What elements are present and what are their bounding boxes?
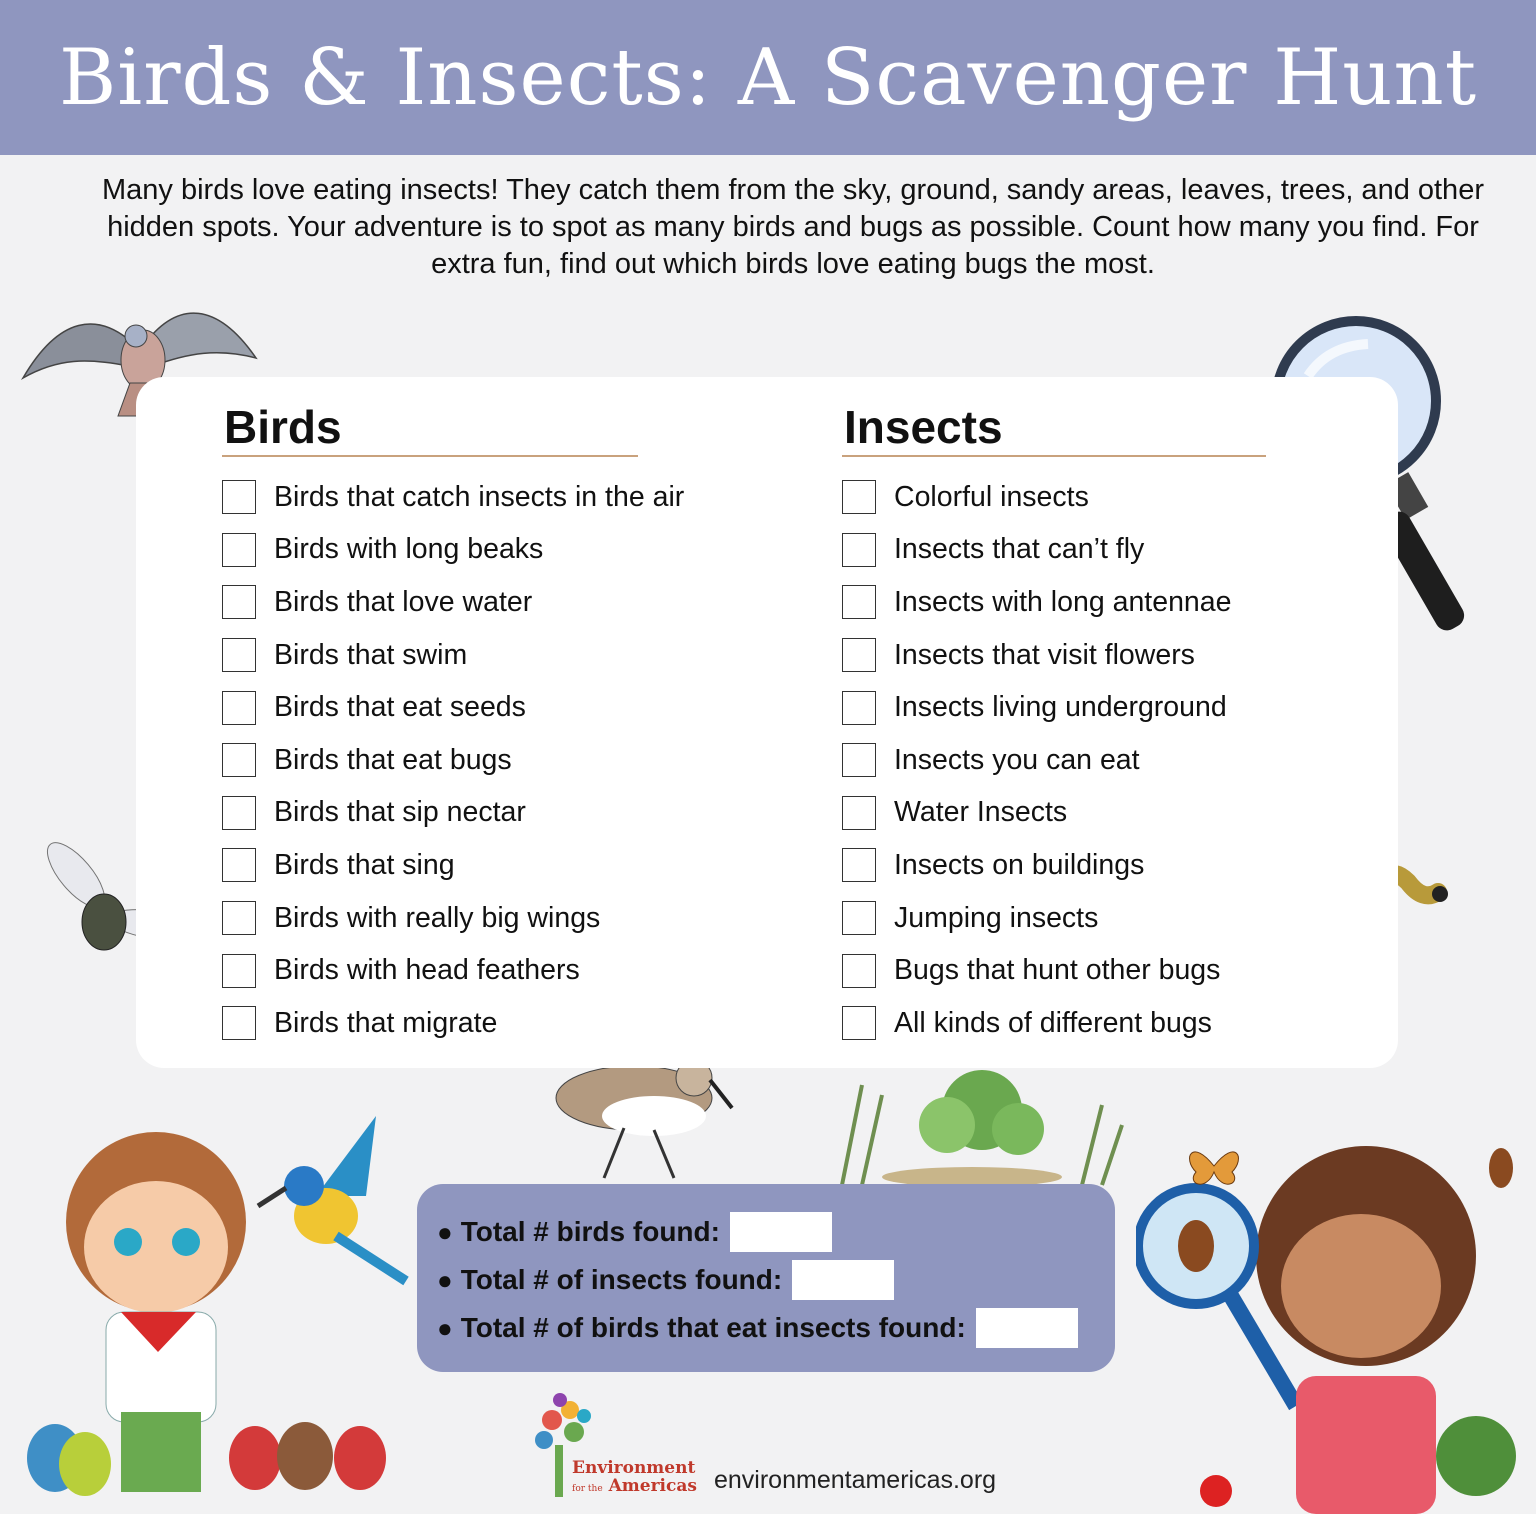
list-item-label: Birds that catch insects in the air xyxy=(274,480,685,513)
logo-line-2: Americas xyxy=(608,1476,697,1496)
list-item-label: Birds that sing xyxy=(274,848,455,881)
list-item xyxy=(222,787,638,840)
total-insect-eaters-field[interactable] xyxy=(976,1308,1078,1348)
list-item-label: Bugs that hunt other bugs xyxy=(894,954,1221,987)
checkbox[interactable] xyxy=(222,954,256,988)
list-item-label: Insects on buildings xyxy=(894,848,1145,881)
total-birds-field[interactable] xyxy=(730,1212,832,1252)
list-item-label: Birds that eat seeds xyxy=(274,691,526,724)
page-title: Birds & Insects: A Scavenger Hunt xyxy=(58,32,1478,123)
insects-list xyxy=(842,471,1266,1050)
list-item-label: Birds that sip nectar xyxy=(274,796,526,829)
checkbox[interactable] xyxy=(842,638,876,672)
list-item-label: Insects that visit flowers xyxy=(894,638,1195,671)
kingfisher-illustration xyxy=(256,1106,416,1286)
checkbox[interactable] xyxy=(222,848,256,882)
list-item xyxy=(842,997,1266,1050)
logo-text xyxy=(572,1459,697,1498)
birds-list xyxy=(222,471,685,1050)
beetle-small-illustration xyxy=(1484,1140,1518,1192)
list-item xyxy=(842,471,1266,524)
checkbox[interactable] xyxy=(222,743,256,777)
checkbox[interactable] xyxy=(222,901,256,935)
list-item xyxy=(222,997,638,1050)
list-item-label: Water Insects xyxy=(894,796,1068,829)
list-item-label: Birds that swim xyxy=(274,638,468,671)
list-item xyxy=(222,839,638,892)
checkbox[interactable] xyxy=(222,480,256,514)
list-item xyxy=(842,892,1266,945)
title-banner xyxy=(0,0,1536,155)
list-item xyxy=(222,629,638,682)
list-item xyxy=(222,524,638,577)
total-insects-row xyxy=(437,1256,1115,1304)
list-item xyxy=(842,734,1266,787)
checkbox[interactable] xyxy=(222,638,256,672)
intro-text: Many birds love eating insects! They catch them from the sky, ground, sandy areas, leaves, trees, and other hidden spots. Your adventure is to spot as many birds and bugs as possible. Count how many you find. For extra fun, find out which birds love eating bugs the most. xyxy=(102,174,1484,280)
logo-small: for the xyxy=(572,1484,603,1494)
list-item xyxy=(222,892,638,945)
total-insects-field[interactable] xyxy=(792,1260,894,1300)
list-item-label: Insects with long antennae xyxy=(894,585,1232,618)
list-item-label: Insects you can eat xyxy=(894,743,1140,776)
checkbox[interactable] xyxy=(222,533,256,567)
logo-line-1: Environment xyxy=(572,1458,696,1478)
list-item-label: Birds with really big wings xyxy=(274,901,601,934)
insects-column xyxy=(842,377,1266,1050)
checkbox[interactable] xyxy=(222,796,256,830)
checkbox[interactable] xyxy=(842,901,876,935)
total-insects-label: Total # of insects found: xyxy=(460,1264,783,1295)
checkbox[interactable] xyxy=(842,480,876,514)
checkbox[interactable] xyxy=(222,1006,256,1040)
total-insect-eaters-row xyxy=(437,1304,1115,1352)
birds-heading: Birds xyxy=(222,397,638,457)
list-item-label: Colorful insects xyxy=(894,480,1089,513)
checkbox[interactable] xyxy=(842,533,876,567)
bullet-icon: ● xyxy=(437,1312,453,1343)
total-birds-row xyxy=(437,1208,1115,1256)
bullet-icon: ● xyxy=(437,1216,453,1247)
checkbox[interactable] xyxy=(222,691,256,725)
list-item-label: All kinds of different bugs xyxy=(894,1006,1212,1039)
butterfly-illustration xyxy=(1182,1138,1246,1194)
list-item xyxy=(842,681,1266,734)
checkbox[interactable] xyxy=(222,585,256,619)
list-item-label: Insects living underground xyxy=(894,691,1227,724)
list-item-label: Birds that love water xyxy=(274,585,533,618)
list-item-label: Birds that migrate xyxy=(274,1006,498,1039)
checklist-panel xyxy=(136,377,1398,1068)
list-item xyxy=(222,576,638,629)
list-item xyxy=(222,944,638,997)
list-item-label: Jumping insects xyxy=(894,901,1099,934)
birds-column xyxy=(222,377,685,1050)
checkbox[interactable] xyxy=(842,1006,876,1040)
list-item xyxy=(842,629,1266,682)
small-birds-illustration xyxy=(0,1398,420,1514)
list-item xyxy=(842,839,1266,892)
list-item xyxy=(842,576,1266,629)
checkbox[interactable] xyxy=(842,848,876,882)
list-item-label: Insects that can’t fly xyxy=(894,533,1145,566)
list-item xyxy=(842,944,1266,997)
list-item-label: Birds with head feathers xyxy=(274,954,580,987)
website-link[interactable]: environmentamericas.org xyxy=(714,1466,997,1494)
sandpiper-illustration xyxy=(524,1048,734,1183)
insects-heading: Insects xyxy=(842,397,1266,457)
checkbox[interactable] xyxy=(842,954,876,988)
list-item xyxy=(222,734,638,787)
totals-box xyxy=(417,1184,1115,1372)
total-birds-label: Total # birds found: xyxy=(460,1216,720,1247)
checkbox[interactable] xyxy=(842,585,876,619)
list-item-label: Birds that eat bugs xyxy=(274,743,512,776)
list-item-label: Birds with long beaks xyxy=(274,533,544,566)
list-item xyxy=(222,681,638,734)
list-item xyxy=(842,787,1266,840)
total-insect-eaters-label: Total # of birds that eat insects found: xyxy=(460,1312,966,1343)
bullet-icon: ● xyxy=(437,1264,453,1295)
checkbox[interactable] xyxy=(842,796,876,830)
plants-illustration xyxy=(822,1065,1142,1195)
checkbox[interactable] xyxy=(842,743,876,777)
list-item xyxy=(222,471,685,524)
checkbox[interactable] xyxy=(842,691,876,725)
list-item xyxy=(842,524,1266,577)
